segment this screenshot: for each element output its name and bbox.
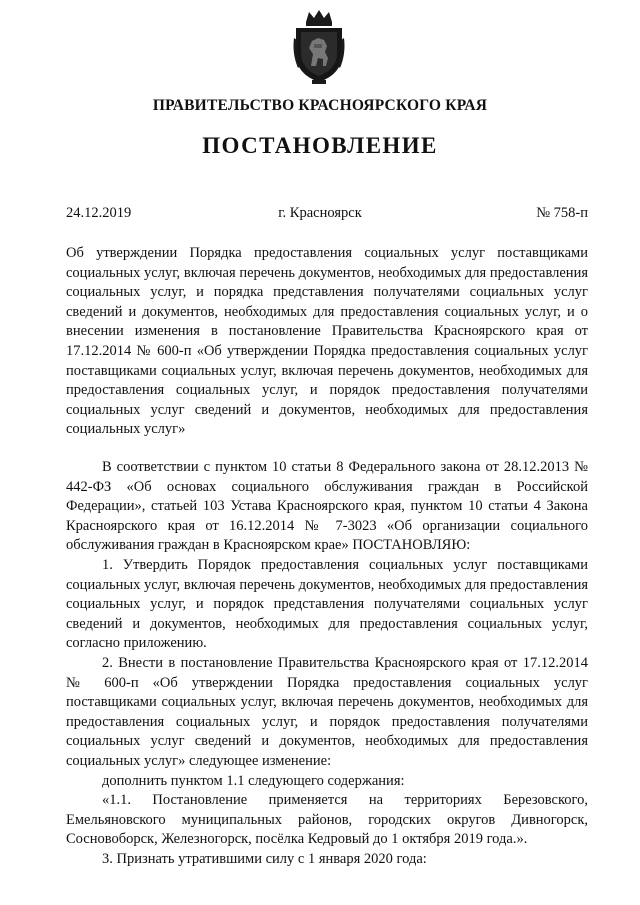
item-2-quote-paragraph: «1.1. Постановление применяется на территориях Березовского, Емельяновского муниципальных районов, городских округов Дивногорск, Сосновоборск, Железногорск, посёлка Кедровый до 1 октября 2019 года.». [66,792,588,848]
item-3-paragraph: 3. Признать утратившими силу с 1 января 2020 года: [102,850,427,867]
coat-of-arms-icon [292,8,346,86]
document-number: № 758-п [536,205,588,221]
government-title: ПРАВИТЕЛЬСТВО КРАСНОЯРСКОГО КРАЯ [152,97,488,114]
preamble-paragraph: В соответствии с пунктом 10 статьи 8 Федерального закона от 28.12.2013 № 442-ФЗ «Об основах социального обслуживания граждан в Российской Федерации», статьей 103 Устава Красноярского края, пунктом 10 статьи 4 Закона Красноярского края от 16.12.2014 № 7-3023 «Об организации социального обслуживания граждан в Красноярском крае» ПОСТАНОВЛЯЮ: [66,459,588,554]
item-2-paragraph: 2. Внести в постановление Правительства Красноярского края от 17.12.2014 № 600-п «Об утверждении Порядка предоставления социальных услуг поставщиками социальных услуг, включая перечень документов, необходимых для предоставления социальных услуг, и порядок предоставления получателями социальных услуг сведений и документов, необходимых для предоставления социальных услуг» следующее изменение: [66,654,588,769]
document-body [66,458,588,869]
document-type-title: ПОСТАНОВЛЕНИЕ [202,133,438,158]
item-2-sub-paragraph: дополнить пунктом 1.1 следующего содержания: [102,772,405,789]
item-1-paragraph: 1. Утвердить Порядок предоставления социальных услуг поставщиками социальных услуг, включая перечень документов, необходимых для предоставления социальных услуг, и порядок представления получателями социальных услуг сведений и документов, необходимых для предоставления социальных услуг, согласно приложению. [66,556,588,652]
document-city: г. Красноярск [278,205,362,221]
document-subject: Об утверждении Порядка предоставления социальных услуг поставщиками социальных услуг, включая перечень документов, необходимых для предоставления социальных услуг, и порядка представления получателями социальных услуг сведений и документов, необходимых для предоставления социальных услуг, и о внесении изменения в постановление Правительства Красноярского края от 17.12.2014 № 600-п «Об утверждении Порядка предоставления социальных услуг поставщиками социальных услуг, включая перечень документов, необходимых для предоставления социальных услуг, и порядок предоставления получателями социальных услуг сведений и документов, необходимых для предоставления социальных услуг» [66,245,588,438]
document-date: 24.12.2019 [66,205,132,221]
